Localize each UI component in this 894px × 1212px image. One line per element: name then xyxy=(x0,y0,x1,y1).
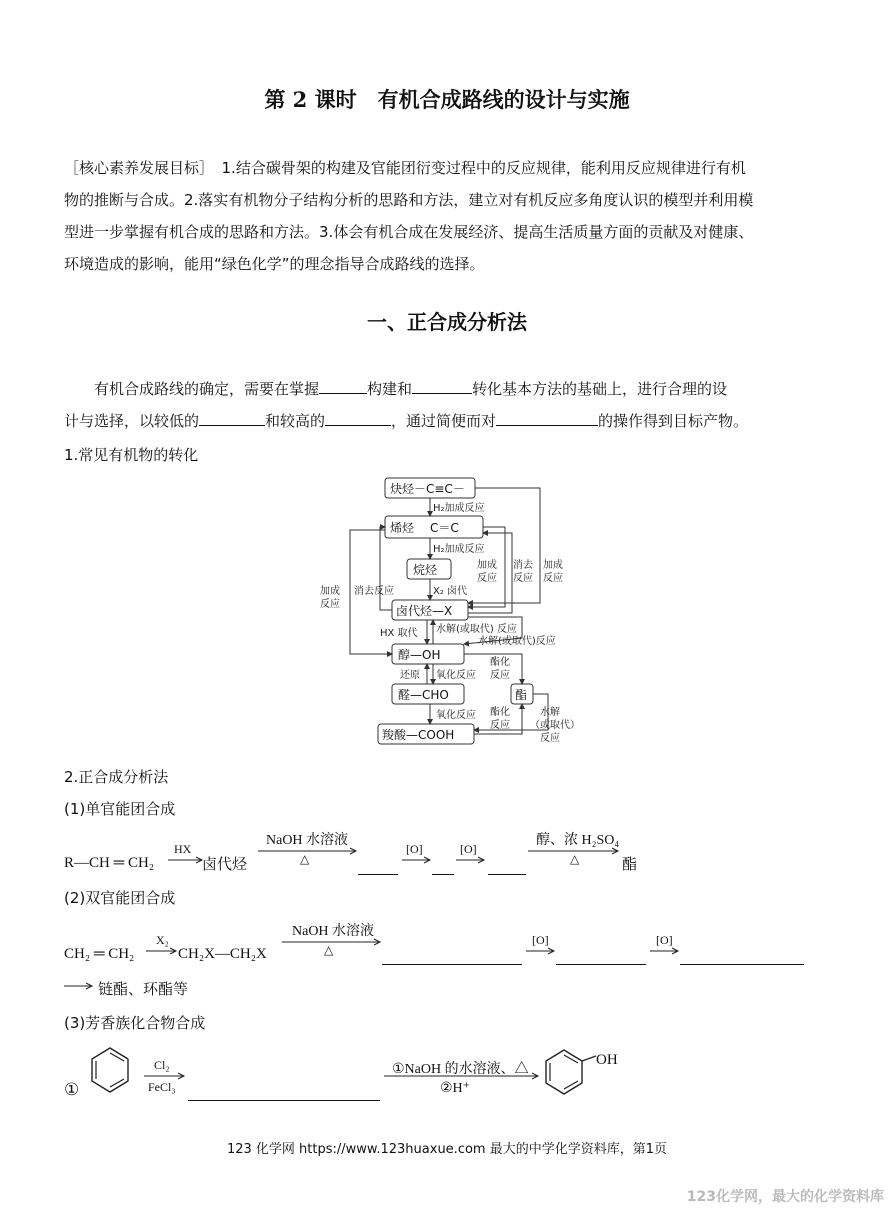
label-hydrolysis-right: （或取代） xyxy=(530,720,580,731)
objectives-line: 型进一步掌握有机合成的思路和方法。3.体会有机合成在发展经济、提高生活质量方面的贡献及对健康、 xyxy=(64,223,754,241)
label-x2-sub: X₂ 卤代 xyxy=(433,586,468,597)
case3-arrow-2 xyxy=(384,1072,540,1080)
label-reduce: 还原 xyxy=(400,670,420,681)
label-h2-add: H₂加成反应 xyxy=(433,503,485,514)
label-esterify: 反应 xyxy=(490,670,510,681)
section-heading: 一、正合成分析法 xyxy=(367,310,527,334)
objectives-line: 环境造成的影响，能用“绿色化学”的理念指导合成路线的选择。 xyxy=(64,255,485,273)
fill-blank[interactable] xyxy=(488,856,526,875)
case2-start: CH₂ ═ CH₂ xyxy=(64,946,135,962)
label-add-mid: 加成 xyxy=(477,560,497,571)
fill-blank[interactable] xyxy=(432,856,454,875)
fill-blank[interactable] xyxy=(382,946,522,965)
case3-fecl3: FeCl₃ xyxy=(148,1080,176,1094)
label-elim-mid: 反应 xyxy=(513,573,533,584)
case1-arrow-1 xyxy=(168,856,204,864)
intro-text: 和较高的 xyxy=(265,412,326,430)
label-hydrolysis-right: 反应 xyxy=(540,733,560,744)
label-esterify: 酯化 xyxy=(490,657,510,668)
label-add-right: 加成 xyxy=(543,560,563,571)
fill-blank[interactable] xyxy=(496,407,598,426)
case2-end: 链酯、环酯等 xyxy=(98,980,189,998)
case1-naoh: NaOH 水溶液 xyxy=(266,833,349,848)
fill-blank[interactable] xyxy=(319,375,367,394)
intro-text: 有机合成路线的确定，需要在掌握 xyxy=(94,380,320,398)
objectives-line: 物的推断与合成。2.落实有机物分子结构分析的思路和方法，建立对有机反应多角度认识的模型并利用模 xyxy=(64,191,754,209)
case3-arrow-1 xyxy=(144,1072,186,1080)
node-aldehyde: 醛—CHO xyxy=(398,688,449,702)
label-hydrolysis: 水解(或取代)反应 xyxy=(478,636,556,647)
intro-text: ，通过简便而对 xyxy=(391,412,497,430)
case2-arrow-1 xyxy=(146,947,178,955)
case2-naoh: NaOH 水溶液 xyxy=(292,924,375,939)
case1-halide: 卤代烃 xyxy=(202,855,248,873)
case1-title: (1)单官能团合成 xyxy=(64,800,176,818)
case3-title: (3)芳香族化合物合成 xyxy=(64,1014,206,1032)
label-oxidation: 氧化反应 xyxy=(436,710,476,721)
phenol-oh: OH xyxy=(596,1052,618,1068)
case1-hx: HX xyxy=(174,842,192,856)
label-add-mid: 反应 xyxy=(477,573,497,584)
label-hx-sub: HX 取代 xyxy=(380,628,418,639)
phenol-ring-icon xyxy=(542,1046,602,1096)
case1-arrow-4 xyxy=(456,856,486,864)
label-hydrolysis-right: 水解 xyxy=(540,707,560,718)
label-elim-mid: 消去 xyxy=(513,560,533,571)
label-oxidation: 氧化反应 xyxy=(436,670,476,681)
page-footer: 123 化学网 https://www.123huaxue.com 最大的中学化学资料库，第1页 xyxy=(226,1142,667,1157)
case1-product: 酯 xyxy=(622,855,638,873)
intro-text: 构建和 xyxy=(367,380,413,398)
label-add-left: 反应 xyxy=(320,599,340,610)
label-h2-add: H₂加成反应 xyxy=(433,544,485,555)
fill-blank[interactable] xyxy=(188,1082,380,1101)
objectives xyxy=(64,152,824,280)
fill-blank[interactable] xyxy=(325,407,391,426)
case1-o2: [O] xyxy=(460,842,477,856)
label-esterify: 酯化 xyxy=(490,707,510,718)
node-alkene-group: C＝C xyxy=(430,521,459,535)
label-elim-left: 消去反应 xyxy=(354,586,394,597)
fill-blank[interactable] xyxy=(412,375,472,394)
conversion-diagram xyxy=(320,470,590,748)
case2-arrow-4 xyxy=(650,947,680,955)
node-acid: 羧酸—COOH xyxy=(382,728,455,742)
case1-o1: [O] xyxy=(406,842,423,856)
fill-blank[interactable] xyxy=(199,407,265,426)
objectives-line: ［核心素养发展目标］ 1.结合碳骨架的构建及官能团衍变过程中的反应规律，能利用反应规律进行有机 xyxy=(64,159,746,177)
intro-line-2 xyxy=(64,405,824,437)
node-halide: 卤代烃—X xyxy=(396,604,453,618)
case3-cond-top: ①NaOH 的水溶液、△ xyxy=(392,1062,529,1077)
case2-arrow-5 xyxy=(64,982,94,990)
fill-blank[interactable] xyxy=(358,856,398,875)
case2-title: (2)双官能团合成 xyxy=(64,889,176,907)
case2-arrow-3 xyxy=(526,947,556,955)
case1-delta2: △ xyxy=(570,852,580,866)
fill-blank[interactable] xyxy=(556,946,646,965)
label-esterify: 反应 xyxy=(490,720,510,731)
case1-delta: △ xyxy=(300,852,310,866)
intro-text: 的操作得到目标产物。 xyxy=(598,412,749,430)
case3-cond-bot: ②H⁺ xyxy=(440,1081,471,1096)
label-add-right: 反应 xyxy=(543,573,563,584)
case1-cond: 醇、浓 H₂SO₄ xyxy=(536,833,620,848)
subheading-1: 1.常见有机物的转化 xyxy=(64,446,199,464)
intro-text: 计与选择，以较低的 xyxy=(64,412,200,430)
case2-x2: X₂ xyxy=(156,933,169,947)
case2-o2: [O] xyxy=(656,933,673,947)
node-alkene: 烯烃 xyxy=(390,521,415,535)
node-alkyne: 炔烃－C≡C－ xyxy=(390,482,465,496)
case2-delta: △ xyxy=(324,943,334,957)
benzene-ring-icon xyxy=(88,1046,132,1096)
intro-text: 转化基本方法的基础上，进行合理的设 xyxy=(472,380,728,398)
label-add-left: 加成 xyxy=(320,586,340,597)
subheading-2: 2.正合成分析法 xyxy=(64,768,169,786)
case1-arrow-3 xyxy=(402,856,432,864)
case1-start: R—CH ═ CH₂ xyxy=(64,855,155,871)
node-ester: 酯 xyxy=(515,688,528,702)
watermark: 123化学网，最大的化学资料库 xyxy=(686,1189,884,1205)
page-title: 第 2 课时 有机合成路线的设计与实施 xyxy=(264,87,630,112)
case3-num: ① xyxy=(64,1080,80,1100)
case3-cl2: Cl₂ xyxy=(154,1058,170,1072)
node-alkane: 烷烃 xyxy=(413,563,438,577)
case2-mid: CH₂X—CH₂X xyxy=(178,946,267,962)
case2-o1: [O] xyxy=(532,933,549,947)
fill-blank[interactable] xyxy=(680,946,804,965)
intro-line-1 xyxy=(64,373,824,405)
intro-paragraph xyxy=(64,373,824,437)
node-alcohol: 醇—OH xyxy=(398,648,441,662)
label-hydrolysis: 水解(或取代) 反应 xyxy=(436,624,517,635)
